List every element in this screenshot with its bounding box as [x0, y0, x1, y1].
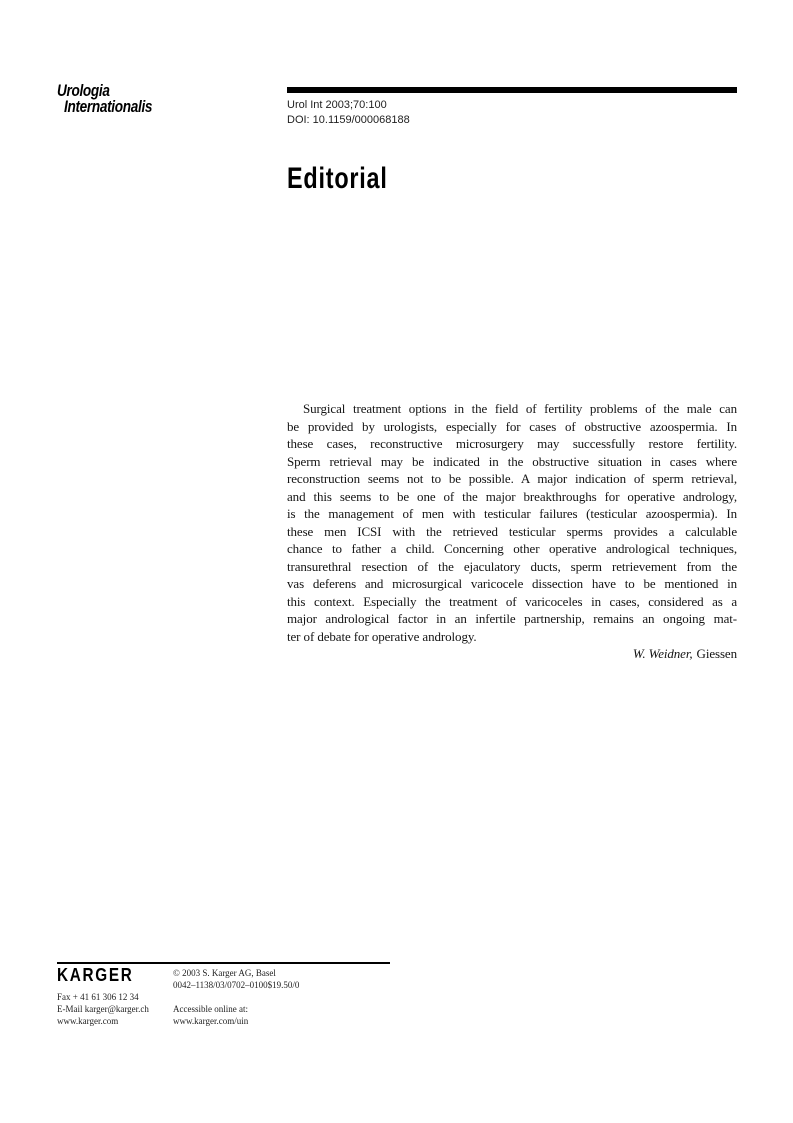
- article-body: [287, 400, 737, 663]
- publisher-contact: [57, 991, 149, 1027]
- section-title: Editorial: [287, 162, 388, 195]
- article-line: these men ICSI with the retrieved testicular sperms provides a calculable: [287, 523, 737, 539]
- article-line: major andrological factor in an infertile partnership, remains an ongoing mat-: [287, 611, 737, 626]
- article-line: transurethral resection of the ejaculatory ducts, sperm retrievement from the: [287, 558, 737, 574]
- issn-code: 0042–1138/03/0702–0100$19.50/0: [173, 980, 300, 990]
- online-access-label: Accessible online at:: [173, 1004, 248, 1014]
- online-access-url: www.karger.com/uin: [173, 1016, 249, 1026]
- article-line: be provided by urologists, especially for cases of obstructive azoospermia. In: [287, 418, 737, 434]
- article-line: this context. Especially the treatment of varicoceles in cases, considered as a: [287, 593, 737, 609]
- article-line: these cases, reconstructive microsurgery may successfully restore fertility.: [287, 436, 737, 451]
- journal-logo: [57, 83, 174, 115]
- author-name: W. Weidner,: [632, 646, 693, 661]
- article-line: vas deferens and microsurgical varicocele dissection have to be mentioned in: [287, 576, 737, 591]
- imprint-block: [173, 967, 299, 1027]
- footer-rule: [57, 962, 390, 964]
- publisher-website: www.karger.com: [57, 1016, 119, 1026]
- author-signature: [287, 645, 737, 663]
- article-line: Surgical treatment options in the field of fertility problems of the male can: [303, 401, 737, 416]
- article-line: chance to father a child. Concerning other operative andrological techniques,: [287, 541, 737, 556]
- article-line: reconstruction seems not to be possible. A major indication of sperm retrieval,: [287, 471, 737, 486]
- journal-logo-line2: Internationalis: [64, 97, 153, 116]
- author-city: Giessen: [696, 646, 737, 661]
- copyright-text: © 2003 S. Karger AG, Basel: [173, 968, 276, 978]
- journal-logo-line1: Urologia: [57, 81, 110, 100]
- publisher-fax: Fax + 41 61 306 12 34: [57, 992, 139, 1002]
- citation-text: Urol Int 2003;70:100: [287, 99, 387, 111]
- header-rule: [287, 87, 737, 93]
- citation-block: [287, 98, 410, 128]
- article-line: Sperm retrieval may be indicated in the obstructive situation in cases where: [287, 453, 737, 469]
- publisher-email: E-Mail karger@karger.ch: [57, 1004, 149, 1014]
- doi-text: DOI: 10.1159/000068188: [287, 114, 410, 126]
- article-line: and this seems to be one of the major breakthroughs for operative andrology,: [287, 488, 737, 504]
- publisher-logo: KARGER: [57, 965, 134, 985]
- article-line: is the management of men with testicular failures (testicular azoospermia). In: [287, 506, 737, 521]
- article-line: ter of debate for operative andrology.: [287, 628, 477, 644]
